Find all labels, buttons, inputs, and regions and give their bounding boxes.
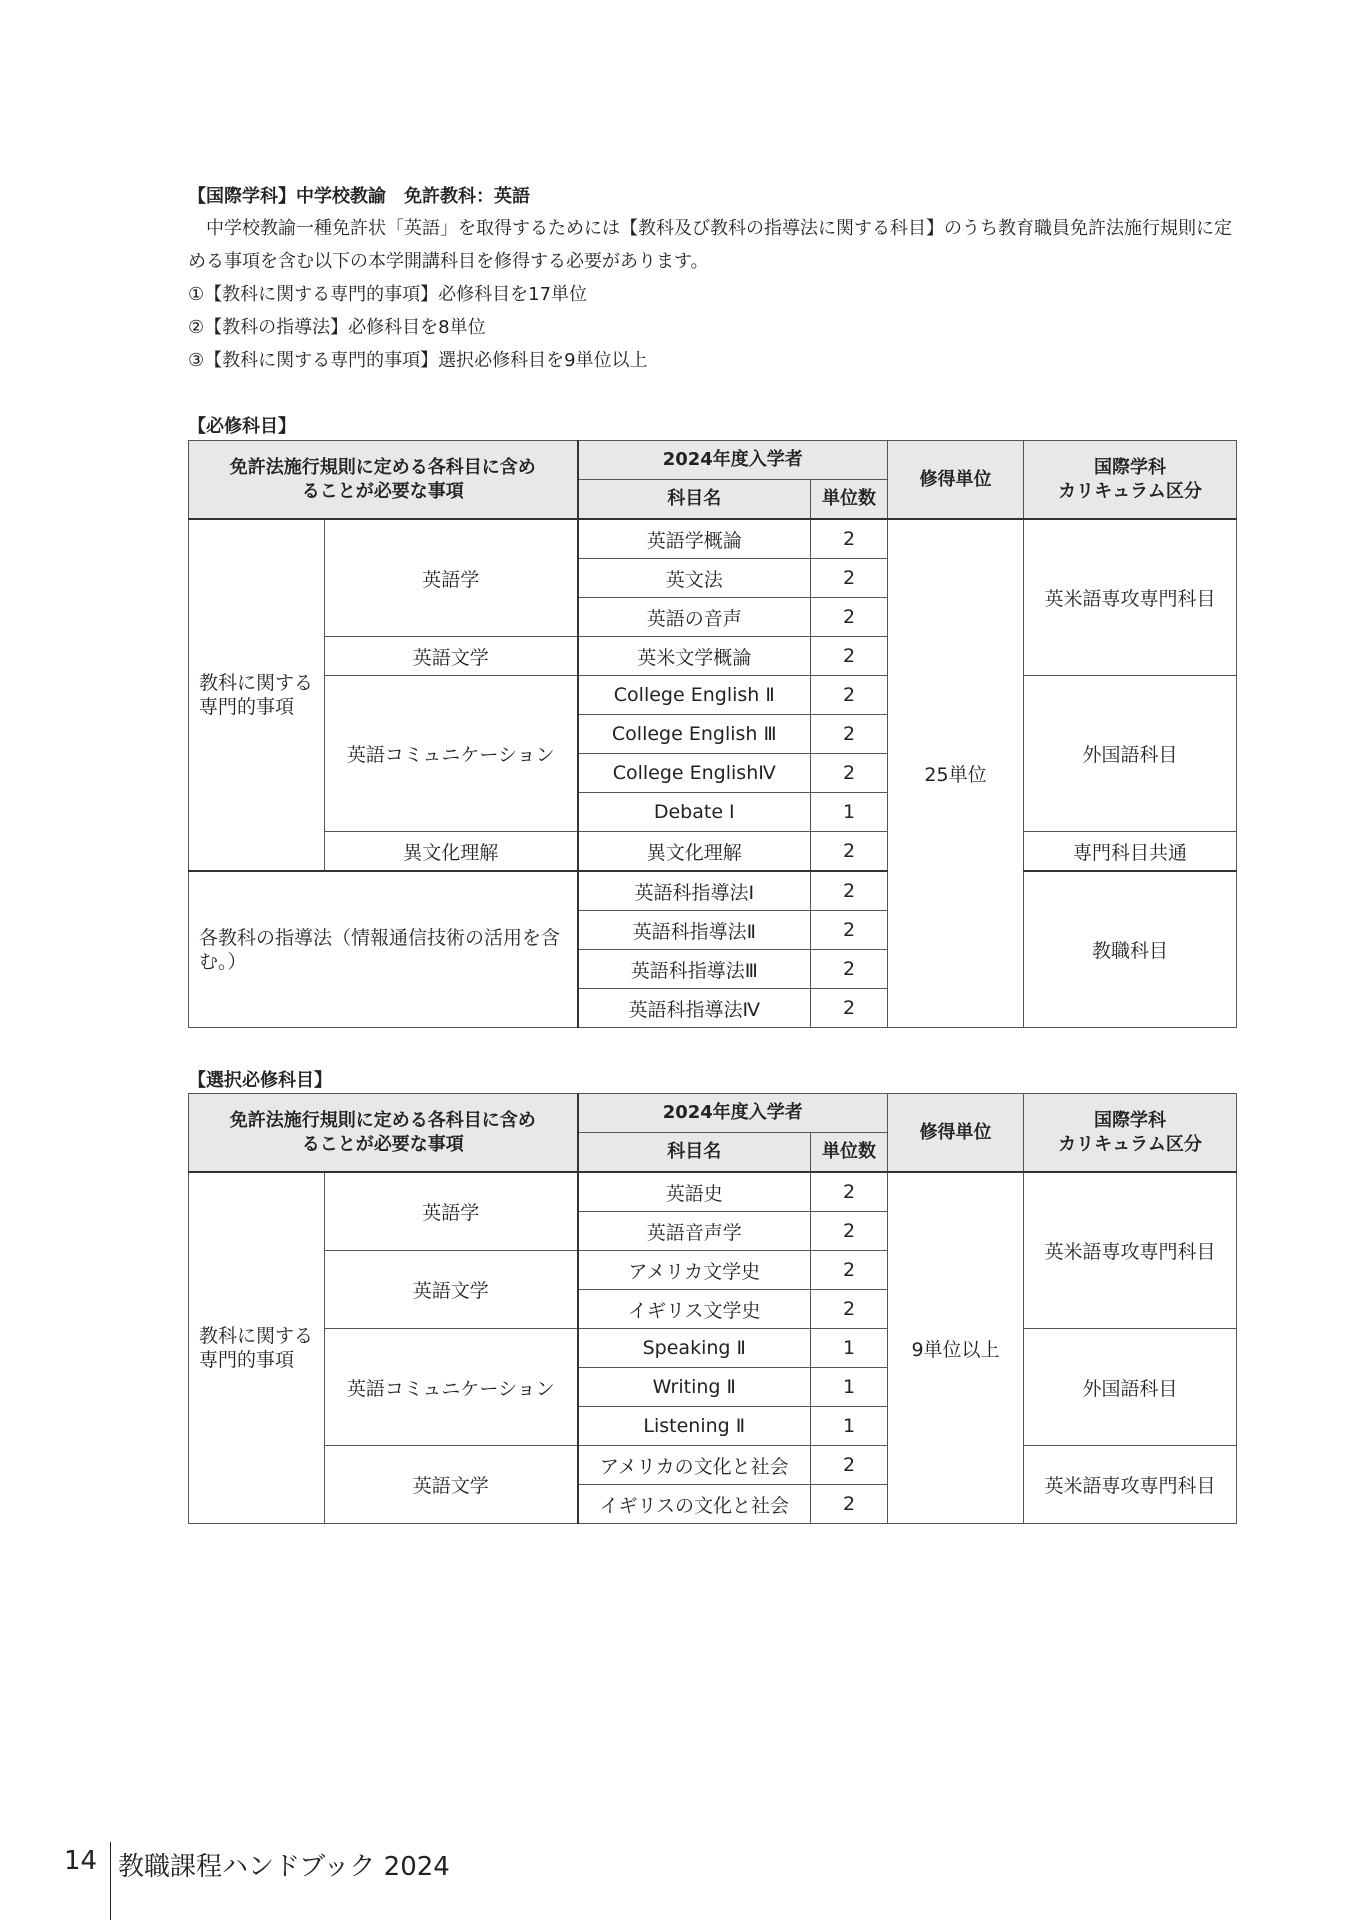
subject-units: 2: [811, 1290, 888, 1329]
header-subject-name: 科目名: [578, 1133, 811, 1173]
subject-name: イギリス文学史: [578, 1290, 811, 1329]
curriculum-category: 教職科目: [1024, 871, 1237, 1028]
subject-name: College English Ⅱ: [578, 676, 811, 715]
header-earned: 修得単位: [888, 441, 1024, 520]
subject-units: 2: [811, 1485, 888, 1524]
curriculum-category: 英米語専攻専門科目: [1024, 1172, 1237, 1329]
subject-units: 2: [811, 519, 888, 559]
required-section-title: 【必修科目】: [188, 416, 296, 437]
header-enrollment: 2024年度入学者: [578, 1094, 888, 1133]
subject-units: 2: [811, 871, 888, 911]
subject-name: College EnglishⅣ: [578, 754, 811, 793]
subject-name: アメリカ文学史: [578, 1251, 811, 1290]
curriculum-category: 専門科目共通: [1024, 832, 1237, 872]
curriculum-category: 外国語科目: [1024, 676, 1237, 832]
earned-units: 9単位以上: [888, 1172, 1024, 1524]
header-enrollment: 2024年度入学者: [578, 441, 888, 480]
elective-table: [188, 1093, 1237, 1524]
subject-name: 英米文学概論: [578, 637, 811, 676]
subcategory-literature: 英語文学: [325, 637, 578, 676]
subject-units: 2: [811, 676, 888, 715]
intro-item-3: ③【教科に関する専門的事項】選択必修科目を9単位以上: [188, 350, 648, 371]
subcategory-literature-culture: 英語文学: [325, 1446, 578, 1524]
curriculum-category: 外国語科目: [1024, 1329, 1237, 1446]
subject-units: 2: [811, 754, 888, 793]
header-requirement: 免許法施行規則に定める各科目に含めることが必要な事項: [189, 1094, 578, 1173]
earned-units: 25単位: [888, 519, 1024, 1028]
subject-name: 英語学概論: [578, 519, 811, 559]
footer-divider: [110, 1842, 111, 1920]
subject-units: 2: [811, 950, 888, 989]
subject-name: Speaking Ⅱ: [578, 1329, 811, 1368]
header-requirement: 免許法施行規則に定める各科目に含めることが必要な事項: [189, 441, 578, 520]
header-subject-name: 科目名: [578, 480, 811, 520]
subject-name: Writing Ⅱ: [578, 1368, 811, 1407]
footer-title: 教職課程ハンドブック 2024: [118, 1852, 450, 1882]
elective-section-title: 【選択必修科目】: [188, 1070, 332, 1091]
subject-name: 異文化理解: [578, 832, 811, 872]
curriculum-category: 英米語専攻専門科目: [1024, 1446, 1237, 1524]
category-teaching-methods: 各教科の指導法（情報通信技術の活用を含む。）: [189, 871, 578, 1028]
subject-units: 2: [811, 559, 888, 598]
subject-units: 2: [811, 598, 888, 637]
subject-name: College English Ⅲ: [578, 715, 811, 754]
subject-units: 2: [811, 989, 888, 1028]
subcategory-linguistics: 英語学: [325, 519, 578, 637]
header-curriculum: 国際学科 カリキュラム区分: [1024, 441, 1237, 520]
subcategory-linguistics: 英語学: [325, 1172, 578, 1251]
page-number: 14: [64, 1846, 98, 1876]
subject-name: 英語科指導法Ⅳ: [578, 989, 811, 1028]
header-earned: 修得単位: [888, 1094, 1024, 1173]
intro-section: [188, 182, 1248, 377]
header-units: 単位数: [811, 480, 888, 520]
subject-name: Debate Ⅰ: [578, 793, 811, 832]
subject-name: イギリスの文化と社会: [578, 1485, 811, 1524]
subject-units: 2: [811, 715, 888, 754]
subject-name: 英語科指導法Ⅱ: [578, 911, 811, 950]
subcategory-communication: 英語コミュニケーション: [325, 1329, 578, 1446]
subject-name: 英語史: [578, 1172, 811, 1212]
curriculum-category: 英米語専攻専門科目: [1024, 519, 1237, 676]
subject-units: 1: [811, 1368, 888, 1407]
intro-item-2: ②【教科の指導法】必修科目を8単位: [188, 317, 486, 338]
subject-name: 英語科指導法Ⅲ: [578, 950, 811, 989]
subject-name: Listening Ⅱ: [578, 1407, 811, 1446]
subject-units: 1: [811, 1407, 888, 1446]
header-curriculum: 国際学科 カリキュラム区分: [1024, 1094, 1237, 1173]
subject-name: アメリカの文化と社会: [578, 1446, 811, 1485]
required-table: [188, 440, 1237, 1028]
subject-units: 2: [811, 637, 888, 676]
intro-body: 中学校教諭一種免許状「英語」を取得するためには【教科及び教科の指導法に関する科目】のうち教育職員免許法施行規則に定める事項を含む以下の本学開講科目を修得する必要があります。: [188, 218, 1232, 272]
subcategory-communication: 英語コミュニケーション: [325, 676, 578, 832]
category-subject-matter: 教科に関する専門的事項: [189, 519, 325, 871]
subject-units: 2: [811, 832, 888, 872]
subject-units: 2: [811, 1212, 888, 1251]
subject-units: 2: [811, 1172, 888, 1212]
intro-title: 【国際学科】中学校教諭 免許教科：英語: [188, 186, 530, 207]
subject-name: 英語音声学: [578, 1212, 811, 1251]
subcategory-literature: 英語文学: [325, 1251, 578, 1329]
intro-item-1: ①【教科に関する専門的事項】必修科目を17単位: [188, 284, 588, 305]
subject-name: 英語科指導法Ⅰ: [578, 871, 811, 911]
subject-units: 1: [811, 793, 888, 832]
header-units: 単位数: [811, 1133, 888, 1173]
subject-name: 英文法: [578, 559, 811, 598]
category-subject-matter: 教科に関する専門的事項: [189, 1172, 325, 1524]
subject-units: 2: [811, 1251, 888, 1290]
subject-name: 英語の音声: [578, 598, 811, 637]
subcategory-intercultural: 異文化理解: [325, 832, 578, 872]
subject-units: 2: [811, 911, 888, 950]
subject-units: 1: [811, 1329, 888, 1368]
subject-units: 2: [811, 1446, 888, 1485]
